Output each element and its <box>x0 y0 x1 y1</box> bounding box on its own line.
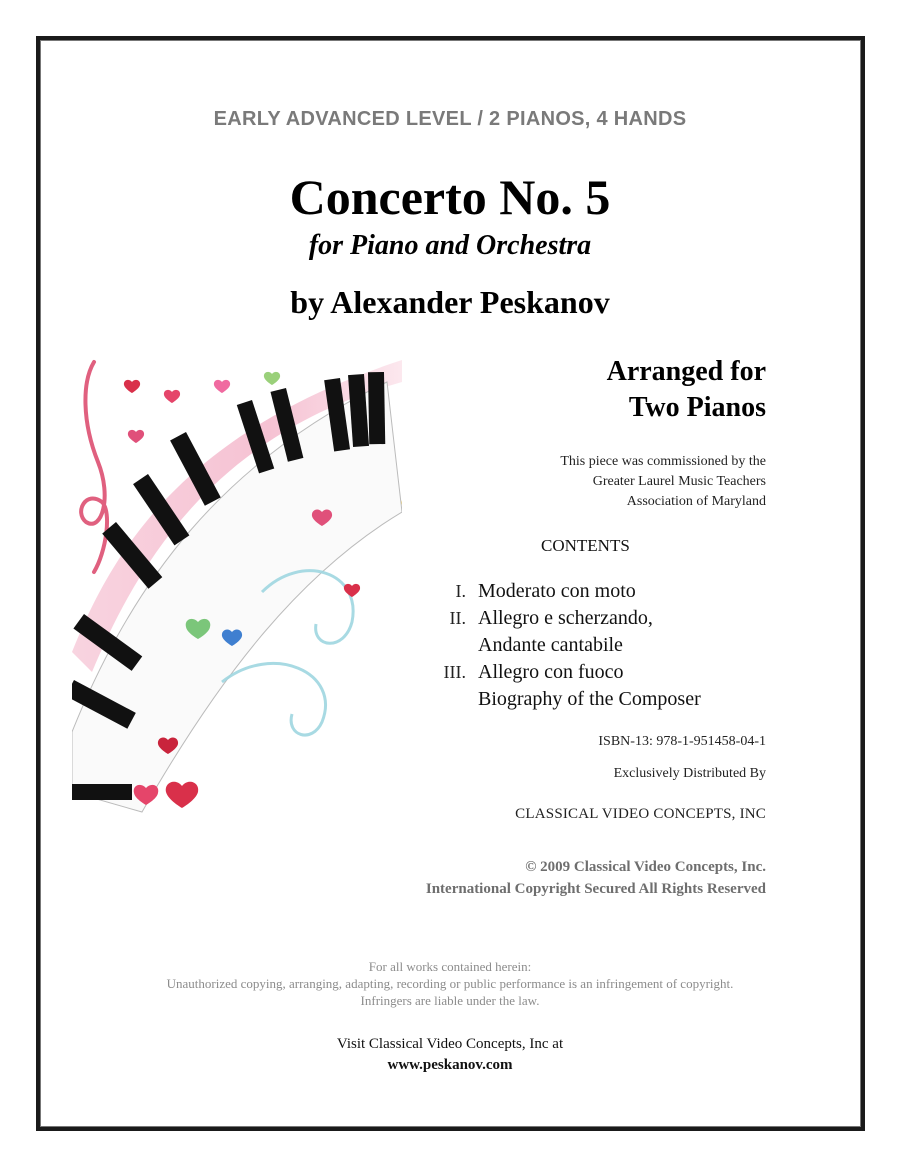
copyright-notice <box>426 856 766 900</box>
isbn-number: ISBN-13: 978-1-951458-04-1 <box>598 734 766 749</box>
movement-number: II. <box>449 608 466 628</box>
distribution-label: Exclusively Distributed By <box>613 766 766 781</box>
visit-notice <box>0 1034 900 1076</box>
commission-note <box>560 452 766 512</box>
movement-number <box>420 632 478 659</box>
legal-line-1: For all works contained herein: <box>368 959 532 974</box>
movement-title: Andante cantabile <box>478 634 623 656</box>
legal-line-2: Unauthorized copying, arranging, adapting, recording or public performance is an infringement of copyright. <box>166 976 734 991</box>
commission-line-1: This piece was commissioned by the <box>560 454 766 469</box>
copyright-line-2: International Copyright Secured All Rights Reserved <box>425 881 766 897</box>
movement-number: III. <box>443 662 466 682</box>
legal-notice <box>0 958 900 1009</box>
piano-keyboard-illustration <box>72 352 402 814</box>
visit-line: Visit Classical Video Concepts, Inc at <box>336 1036 564 1052</box>
list-item <box>420 578 820 605</box>
page-title: Concerto No. 5 <box>289 169 611 225</box>
copyright-line-1: © 2009 Classical Video Concepts, Inc. <box>525 859 766 875</box>
contents-list <box>420 578 820 713</box>
movement-title: Biography of the Composer <box>478 688 701 710</box>
treble-clef-icon <box>81 362 107 572</box>
arranged-line-2: Two Pianos <box>628 392 766 423</box>
movement-title: Allegro con fuoco <box>478 661 624 683</box>
level-caption: EARLY ADVANCED LEVEL / 2 PIANOS, 4 HANDS <box>213 108 687 130</box>
arranged-line-1: Arranged for <box>606 356 766 387</box>
page-subtitle: for Piano and Orchestra <box>308 230 592 261</box>
list-item <box>420 659 820 686</box>
legal-line-3: Infringers are liable under the law. <box>360 993 540 1008</box>
website-link[interactable]: www.peskanov.com <box>387 1057 513 1073</box>
list-item <box>420 632 820 659</box>
commission-line-3: Association of Maryland <box>626 494 766 509</box>
list-item <box>420 686 820 713</box>
distributor-name: CLASSICAL VIDEO CONCEPTS, INC <box>515 806 766 822</box>
movement-title: Allegro e scherzando, <box>478 607 653 629</box>
movement-number <box>420 686 478 713</box>
composer-byline: by Alexander Peskanov <box>290 284 610 320</box>
list-item <box>420 605 820 632</box>
movement-number: I. <box>455 581 466 601</box>
contents-heading: CONTENTS <box>541 536 630 555</box>
arrangement-note <box>607 354 766 426</box>
commission-line-2: Greater Laurel Music Teachers <box>592 474 766 489</box>
movement-title: Moderato con moto <box>478 580 636 602</box>
